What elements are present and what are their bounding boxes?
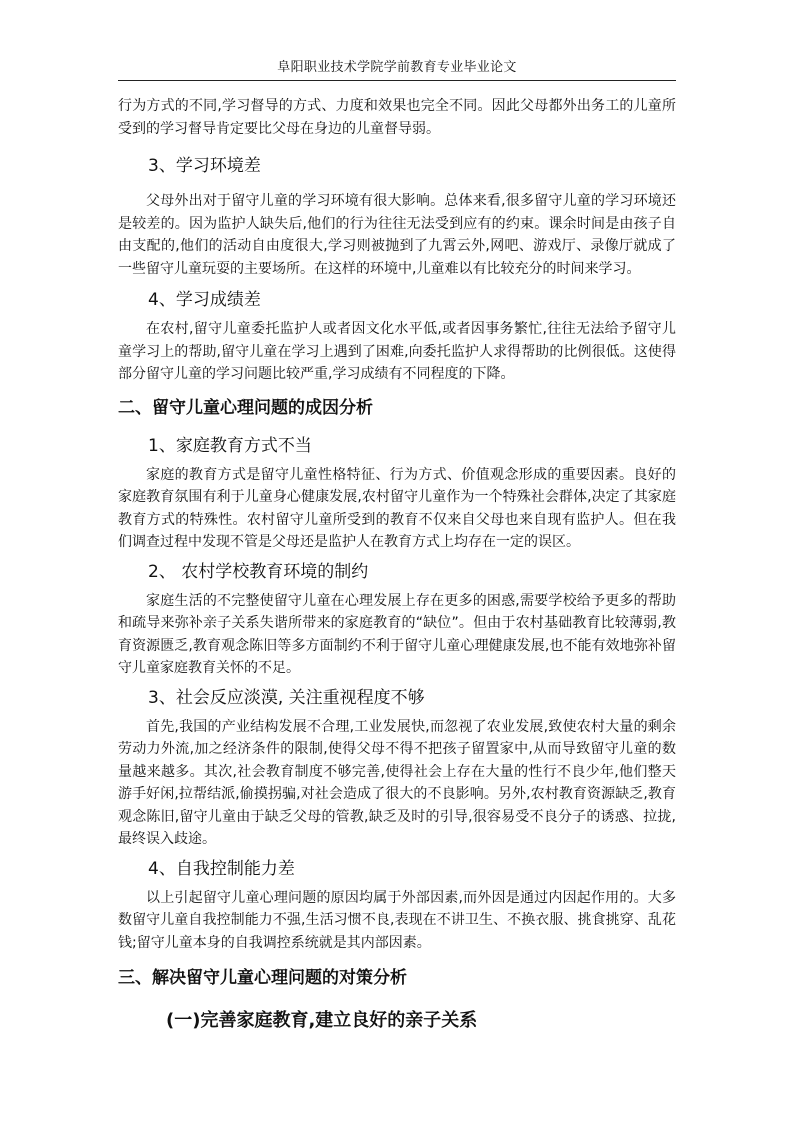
- paragraph: 行为方式的不同,学习督导的方式、力度和效果也完全不同。因此父母都外出务工的儿童所受到的学习督导肯定要比父母在身边的儿童督导弱。: [118, 98, 676, 137]
- section-heading-solutions: 三、解决留守儿童心理问题的对策分析: [118, 968, 407, 988]
- paragraph: 在农村,留守儿童委托监护人或者因文化水平低,或者因事务繁忙,往往无法给予留守儿童学习上的帮助,留守儿童在学习上遇到了困难,向委托监护人求得帮助的比例很低。这使得部分留守儿童的学习问题比较严重,学习成绩有不同程度的下降。: [118, 321, 676, 382]
- heading-school-environment: 2、 农村学校教育环境的制约: [148, 561, 369, 582]
- header-divider: [118, 80, 676, 81]
- paragraph: 以上引起留守儿童心理问题的原因均属于外部因素,而外因是通过内因起作用的。大多数留守儿童自我控制能力不强,生活习惯不良,表现在不讲卫生、不换衣服、挑食挑穿、乱花钱;留守儿童本身的自我调控系统就是其内部因素。: [118, 889, 676, 951]
- paragraph: 家庭生活的不完整使留守儿童在心理发展上存在更多的困惑,需要学校给予更多的帮助和疏导来弥补亲子关系失谐所带来的家庭教育的“缺位”。但由于农村基础教育比较薄弱,教育资源匮乏,教育观念陈旧等多方面制约不利于留守儿童心理健康发展,也不能有效地弥补留守儿童家庭教育关怀的不足。: [118, 592, 676, 676]
- heading-learning-environment: 3、学习环境差: [148, 156, 261, 176]
- paragraph: 父母外出对于留守儿童的学习环境有很大影响。总体来看,很多留守儿童的学习环境还是较差的。因为监护人缺失后,他们的行为往往无法受到应有的约束。课余时间是由孩子自由支配的,他们的活动自由度很大,学习则被抛到了九霄云外,网吧、游戏厅、录像厅就成了一些留守儿童玩耍的主要场所。在这样的环境中,儿童难以有比较充分的时间来学习。: [118, 193, 676, 277]
- paragraph: 家庭的教育方式是留守儿童性格特征、行为方式、价值观念形成的重要因素。良好的家庭教育氛围有利于儿童身心健康发展,农村留守儿童作为一个特殊社会群体,决定了其家庭教育方式的特殊性。农村留守儿童所受到的教育不仅来自父母也来自现有监护人。但在我们调查过程中发现不管是父母还是监护人在教育方式上均存在一定的误区。: [118, 466, 676, 550]
- subsection-heading-family: (一)完善家庭教育,建立良好的亲子关系: [166, 1010, 478, 1031]
- document-body: [118, 95, 676, 1034]
- paragraph: 首先,我国的产业结构发展不合理,工业发展快,而忽视了农业发展,致使农村大量的剩余劳动力外流,加之经济条件的限制,使得父母不得不把孩子留置家中,从而导致留守儿童的数量越来越多。其次,社会教育制度不够完善,使得社会上存在大量的性行不良少年,他们整天游手好闲,拉帮结派,偷摸拐骗,对社会造成了很大的不良影响。另外,农村教育资源缺乏,教育观念陈旧,留守儿童由于缺乏父母的管教,缺乏及时的引导,很容易受不良分子的诱惑、拉拢,最终误入歧途。: [118, 718, 676, 847]
- page-header: 阜阳职业技术学院学前教育专业毕业论文: [277, 60, 517, 75]
- heading-family-education: 1、家庭教育方式不当: [148, 435, 312, 456]
- heading-self-control: 4、自我控制能力差: [148, 858, 295, 879]
- section-heading-causes: 二、留守儿童心理问题的成因分析: [118, 397, 373, 418]
- heading-learning-performance: 4、学习成绩差: [148, 290, 261, 310]
- heading-social-response: 3、社会反应淡漠, 关注重视程度不够: [148, 687, 425, 708]
